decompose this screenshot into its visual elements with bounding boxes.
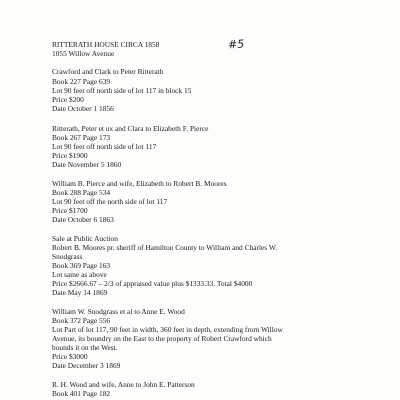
entry-line: Lot 90 feet off north side of lot 117 (52, 142, 157, 151)
entry-line: Lot Part of lot 117, 90 feet in width, 360 feet in depth, extending from Willow (52, 325, 283, 334)
entry-line: Book 227 Page 639 (52, 77, 111, 86)
entry-line: Book 369 Page 163 (52, 261, 111, 270)
entry-line: Date October 6 1863 (52, 215, 114, 224)
entry-line: Price $2666.67 – 2/3 of appraised value plus $1333.33. Total $4000 (52, 279, 253, 288)
entry-line: Ritterath, Peter et ux and Clara to Elizabeth F. Pierce (52, 124, 209, 133)
entry-line: William B. Pierce and wife, Elizabeth to Robert B. Moores (52, 179, 227, 188)
entry-line: Date November 5 1860 (52, 160, 122, 169)
entry-line: Price $1900 (52, 151, 88, 160)
document-address: 1055 Willow Avenue (52, 49, 115, 58)
entry-line: Date October 1 1856 (52, 104, 114, 113)
handwritten-note: #5 (227, 37, 245, 52)
entry-line: Price $1700 (52, 206, 88, 215)
entry-line: William W. Snodgrass et al to Anne E. Wood (52, 307, 185, 316)
entry-line: Lot 90 feet off north side of lot 117 in block 15 (52, 86, 192, 95)
entry-line: Lot 90 feet off the north side of lot 117 (52, 197, 168, 206)
entry-line: Price $200 (52, 95, 84, 104)
entry-line: Robert B. Moores pr. sheriff of Hamilton County to William and Charles W. (52, 243, 278, 252)
entry-line: Book 288 Page 534 (52, 188, 111, 197)
entry-line: Snodgrass (52, 252, 83, 261)
entry-line: Avenue, its boundry on the East to the property of Robert Crawford which (52, 334, 272, 343)
entry-line: Book 401 Page 182 (52, 389, 111, 398)
entry-line: Date December 3 1869 (52, 361, 121, 370)
document-title: RITTERATH HOUSE CIRCA 1858 (52, 40, 160, 49)
entry-line: Crawford and Clark to Peter Ritterath (52, 67, 164, 76)
entry-line: Lot same as above (52, 270, 107, 279)
entry-line: Sale at Public Auction (52, 234, 118, 243)
entry-line: Book 267 Page 173 (52, 133, 111, 142)
entry-line: R. H. Wood and wife, Anne to John E. Patterson (52, 380, 195, 389)
entry-line: Date May 14 1869 (52, 288, 108, 297)
entry-line: bounds it on the West. (52, 343, 118, 352)
entry-line: Price $3000 (52, 352, 88, 361)
entry-line: Book 372 Page 556 (52, 316, 111, 325)
